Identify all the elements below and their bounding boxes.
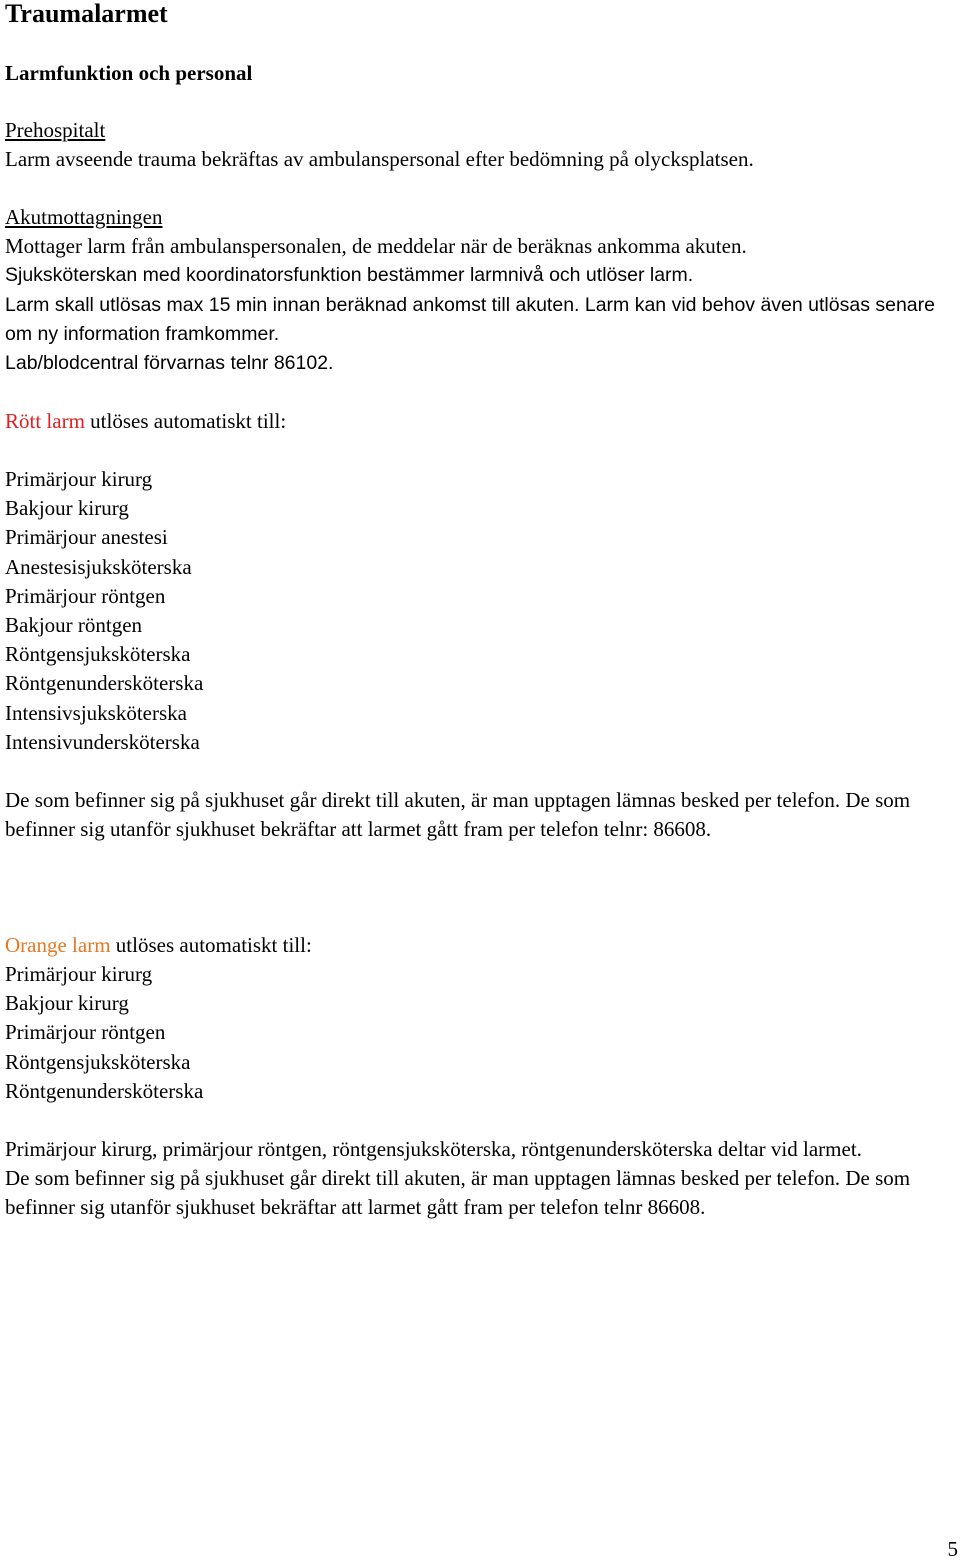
orange-alarm-details [5,1135,960,1223]
list-item: Intensivundersköterska [5,729,200,754]
akut-line-2: Sjuksköterskan med koordinatorsfunktion bestämmer larmnivå och utlöser larm. [5,264,694,287]
prehospital-section [5,116,960,174]
list-item: Primärjour kirurg [5,962,153,986]
red-alarm-note-text: De som befinner sig på sjukhuset går direkt till akuten, är man upptagen lämnas besked per telefon. De som befinner sig utanför sjukhuset bekräftar att larmet gått fram per telefon telnr: 86608. [5,788,911,842]
list-item: Primärjour kirurg [5,467,153,491]
orange-alarm-section [5,931,960,960]
list-item: Bakjour kirurg [5,496,129,521]
red-alarm-section [5,407,960,436]
red-alarm-staff-list [5,465,960,757]
list-item: Röntgensjuksköterska [5,1049,191,1074]
list-item: Bakjour kirurg [5,991,129,1016]
document-title: Traumalarmet [5,0,168,28]
prehospital-text: Larm avseende trauma bekräftas av ambulanspersonal efter bedömning på olycksplatsen. [5,147,754,172]
list-item: Anestesisjuksköterska [5,554,192,579]
orange-alarm-label: Orange larm [5,933,111,957]
list-item: Primärjour röntgen [5,1020,166,1045]
akut-line-4: Lab/blodcentral förvarnas telnr 86102. [5,352,334,375]
list-item: Primärjour röntgen [5,583,166,608]
red-alarm-label: Rött larm [5,409,85,433]
red-alarm-note [5,786,960,844]
red-alarm-intro [5,407,960,436]
orange-alarm-staff-list [5,960,960,1106]
list-item: Röntgenundersköterska [5,1078,204,1103]
list-item: Primärjour anestesi [5,525,168,550]
akut-line-1: Mottager larm från ambulanspersonalen, de meddelar när de beräknas ankomma akuten. [5,234,747,259]
orange-alarm-participants: Primärjour kirurg, primärjour röntgen, röntgensjuksköterska, röntgenundersköterska deltar vid larmet. [5,1137,862,1161]
prehospital-heading: Prehospitalt [5,118,106,142]
akut-heading: Akutmottagningen [5,205,163,229]
akut-section [5,203,960,378]
akut-line-3: Larm skall utlösas max 15 min innan beräknad ankomst till akuten. Larm kan vid behov även utlösas senare om ny information framkommer. [5,293,935,345]
list-item: Intensivsjuksköterska [5,700,187,725]
list-item: Röntgenundersköterska [5,671,204,696]
section-heading-larmfunktion: Larmfunktion och personal [5,61,253,85]
list-item: Röntgensjuksköterska [5,642,191,667]
red-alarm-suffix: utlöses automatiskt till: [84,409,287,433]
orange-alarm-intro [5,931,960,960]
orange-alarm-note-text: De som befinner sig på sjukhuset går direkt till akuten, är man upptagen lämnas besked per telefon. De som befinner sig utanför sjukhuset bekräftar att larmet gått fram per telefon telnr 86608. [5,1166,911,1220]
orange-alarm-suffix: utlöses automatiskt till: [110,933,312,957]
page-number: 5 [947,1537,958,1561]
list-item: Bakjour röntgen [5,613,143,638]
